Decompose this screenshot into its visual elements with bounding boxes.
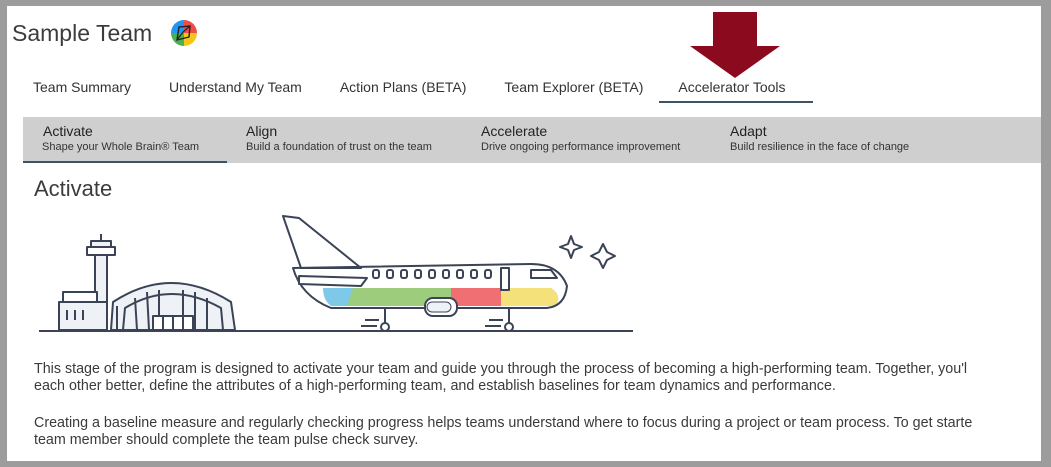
subnav-activate-desc: Shape your Whole Brain® Team xyxy=(42,141,200,153)
subnav-activate[interactable] xyxy=(23,117,227,163)
subnav-adapt[interactable] xyxy=(730,117,960,163)
subnav-align[interactable] xyxy=(246,117,466,163)
tab-understand-my-team[interactable]: Understand My Team xyxy=(169,79,302,95)
subnav-activate-title: Activate xyxy=(43,123,93,139)
intro-paragraph xyxy=(34,361,1041,395)
subnav-adapt-title: Adapt xyxy=(730,123,767,139)
arrow-down-icon xyxy=(690,12,780,78)
baseline-paragraph xyxy=(34,415,1041,449)
app-frame xyxy=(7,6,1041,461)
tab-action-plans[interactable]: Action Plans (BETA) xyxy=(339,79,467,95)
intro-line-1: This stage of the program is designed to activate your team and guide you through the process of becoming a high-performing team. Together, you'l xyxy=(34,361,968,377)
tab-team-explorer[interactable]: Team Explorer (BETA) xyxy=(504,79,644,95)
subnav-align-title: Align xyxy=(246,123,278,139)
whole-brain-logo-icon xyxy=(169,18,199,48)
team-name: Sample Team xyxy=(12,20,153,46)
subnav-accelerate[interactable] xyxy=(481,117,711,163)
tab-team-summary[interactable]: Team Summary xyxy=(33,79,132,95)
subnav-accelerate-desc: Drive ongoing performance improvement xyxy=(481,141,681,153)
stage-subnav xyxy=(23,117,1041,163)
main-tabs xyxy=(17,78,813,102)
subnav-align-desc: Build a foundation of trust on the team xyxy=(246,141,432,153)
subnav-adapt-desc: Build resilience in the face of change xyxy=(730,141,910,153)
subnav-accelerate-title: Accelerate xyxy=(481,123,548,139)
baseline-line-1: Creating a baseline measure and regularly checking progress helps teams understand where to focus during a project or team process. To get starte xyxy=(34,415,973,431)
tab-accelerator-tools[interactable]: Accelerator Tools xyxy=(659,78,812,103)
baseline-line-2: team member should complete the team pulse check survey. xyxy=(34,432,419,448)
airport-airplane-illustration xyxy=(31,206,641,334)
intro-line-2: each other better, define the attributes of a high-performing team, and establish baselines for team dynamics and performance. xyxy=(34,378,836,394)
section-title: Activate xyxy=(34,176,113,201)
